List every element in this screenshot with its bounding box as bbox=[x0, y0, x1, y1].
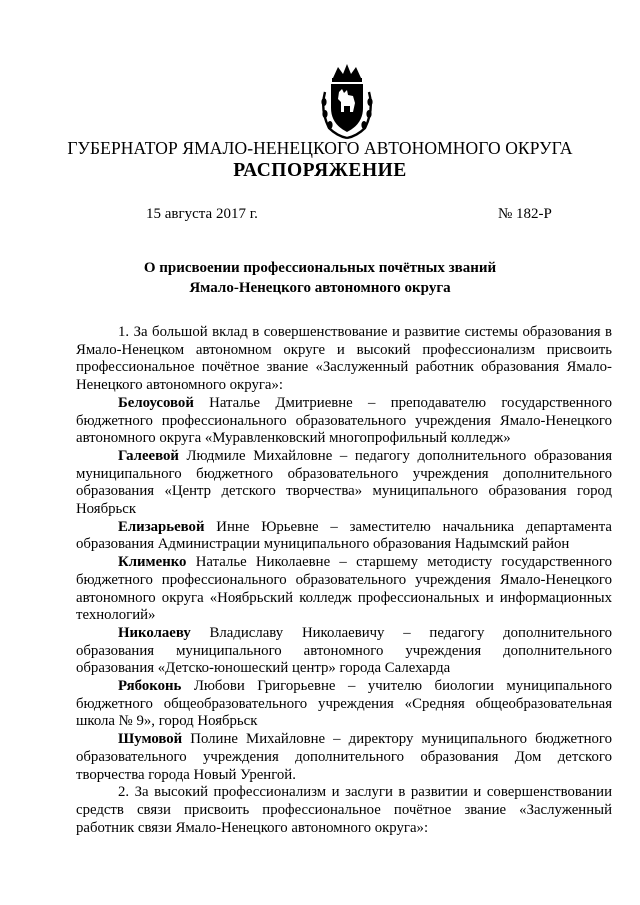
awardee-paragraph bbox=[76, 678, 612, 731]
paragraph-1: 1. За большой вклад в совершенствование и развитие системы образования в Ямало-Ненецком автономном округе и высокий профессионализм присвоить профессиональное почётное звание «Заслуженный работник образования Ямало-Ненецкого автономного округа»: bbox=[76, 324, 612, 394]
awardee-name: Николаеву bbox=[118, 624, 191, 641]
awardee-name: Елизарьевой bbox=[118, 518, 205, 535]
awardee-paragraph bbox=[76, 625, 612, 678]
awardee-paragraph bbox=[76, 554, 612, 625]
document-title-line-1: О присвоении профессиональных почётных званий bbox=[143, 260, 497, 276]
awardee-details: Инне Юрьевне – заместителю начальника департамента образования Администрации муниципального образования Надымский район bbox=[76, 518, 612, 553]
awardee-paragraph bbox=[76, 448, 612, 519]
awardee-name: Шумовой bbox=[118, 731, 183, 748]
awardee-name: Клименко bbox=[118, 554, 187, 571]
document-date: 15 августа 2017 г. bbox=[146, 206, 258, 222]
issuing-authority: ГУБЕРНАТОР ЯМАЛО-НЕНЕЦКОГО АВТОНОМНОГО ОКРУГА bbox=[67, 138, 573, 158]
awardee-details: Полине Михайловне – директору муниципального бюджетного образовательного учреждения дополнительного образования Дом детского творчества города Новый Уренгой. bbox=[76, 731, 612, 783]
awardee-paragraph bbox=[76, 395, 612, 448]
yamal-nenets-coat-of-arms-icon bbox=[317, 62, 377, 140]
awardee-name: Рябоконь bbox=[118, 678, 182, 695]
awardee-details: Наталье Дмитриевне – преподавателю государственного бюджетного профессионального образовательного учреждения Ямало-Ненецкого автономного округа «Муравленковский многопрофильный колледж» bbox=[76, 394, 612, 447]
awardee-paragraph bbox=[76, 731, 612, 784]
awardee-details: Владиславу Николаевичу – педагогу дополнительного образования муниципального автономного учреждения дополнительного образования «Детско-юношеский центр» города Салехарда bbox=[76, 624, 612, 677]
awardee-name: Белоусовой bbox=[118, 394, 194, 411]
document-type: РАСПОРЯЖЕНИЕ bbox=[233, 160, 407, 181]
awardee-paragraph bbox=[76, 519, 612, 554]
awardee-name: Галеевой bbox=[118, 447, 179, 464]
awardee-details: Любови Григорьевне – учителю биологии муниципального бюджетного общеобразовательного учреждения «Средняя общеобразовательная школа № 9», город Ноябрьск bbox=[76, 678, 612, 730]
document-number: № 182-Р bbox=[498, 206, 552, 222]
paragraph-2: 2. За высокий профессионализм и заслуги в развитии и совершенствовании средств связи присвоить профессиональное почётное звание «Заслуженный работник связи Ямало-Ненецкого автономного округа»: bbox=[76, 784, 612, 836]
awardee-details: Наталье Николаевне – старшему методисту государственного бюджетного профессионального образовательного учреждения Ямало-Ненецкого автономного округа «Ноябрьский колледж профессиональных и информационных технологий» bbox=[76, 554, 612, 624]
document-body bbox=[76, 324, 612, 837]
awardee-details: Людмиле Михайловне – педагогу дополнительного образования муниципального бюджетного образовательного учреждения дополнительного образования «Центр детского творчества» муниципального образования город Ноябрьск bbox=[76, 447, 612, 518]
document-title-line-2: Ямало-Ненецкого автономного округа bbox=[189, 280, 451, 296]
